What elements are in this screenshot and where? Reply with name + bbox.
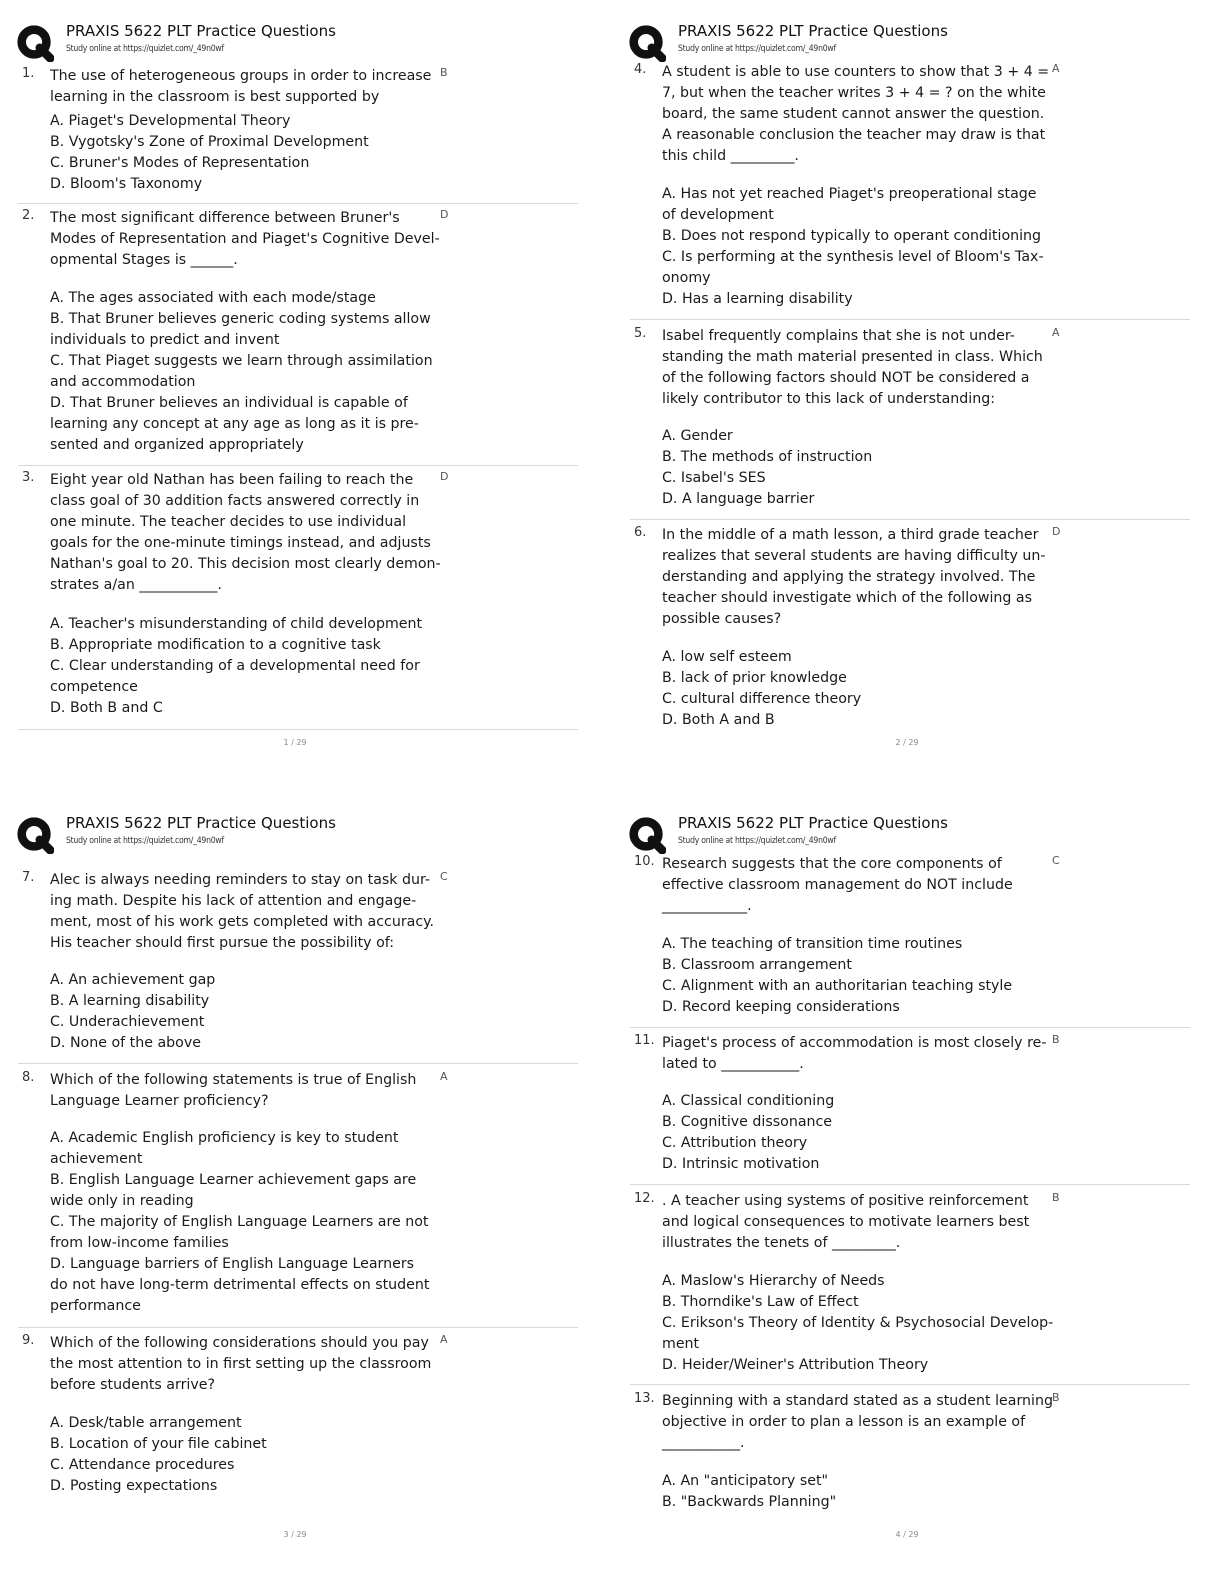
answer-options: A. Teacher's misunderstanding of child development B. Appropriate modification to a cognitive task C. Clear understanding of a developmental need for competence D. Both B and C (50, 616, 423, 716)
question-number: 9. (22, 1333, 35, 1348)
answer-options: A. Piaget's Developmental Theory B. Vygotsky's Zone of Proximal Development C. Bruner's Modes of Representation D. Bloom's Taxonomy (50, 113, 369, 192)
page-title: PRAXIS 5622 PLT Practice Questions (66, 814, 336, 832)
quizlet-logo-icon (628, 24, 666, 62)
question-number: 4. (634, 62, 647, 77)
study-online-link[interactable]: Study online at https://quizlet.com/_49n0wf (66, 44, 224, 54)
answer-options: A. The teaching of transition time routines B. Classroom arrangement C. Alignment with an authoritarian teaching style D. Record keeping considerations (662, 936, 1013, 1015)
question-text: Eight year old Nathan has been failing to reach the class goal of 30 addition facts answered correctly in one minute. The teacher decides to use individual goals for the one-minute timings instead, and adjusts Nathan's goal to 20. This decision most clearly demon- strates a/an ___________. (50, 472, 441, 593)
question-card (18, 470, 578, 730)
answer-key: A (440, 1070, 448, 1083)
page-number: 1 / 29 (283, 738, 307, 747)
answer-options: A. Desk/table arrangement B. Location of your file cabinet C. Attendance procedures D. Posting expectations (50, 1415, 267, 1494)
answer-options: A. An achievement gap B. A learning disability C. Underachievement D. None of the above (50, 972, 216, 1051)
page-number: 2 / 29 (895, 738, 919, 747)
question-card (630, 854, 1190, 1028)
question-text: Which of the following statements is true of English Language Learner proficiency? (50, 1072, 417, 1109)
question-number: 6. (634, 525, 647, 540)
question-card (18, 66, 578, 204)
question-number: 3. (22, 470, 35, 485)
answer-key: B (1052, 1391, 1060, 1404)
answer-options: A. Maslow's Hierarchy of Needs B. Thorndike's Law of Effect C. Erikson's Theory of Identity & Psychosocial Develop- ment D. Heider/Weiner's Attribution Theory (662, 1273, 1054, 1373)
question-number: 1. (22, 66, 35, 81)
answer-options: A. Gender B. The methods of instruction C. Isabel's SES D. A language barrier (662, 428, 873, 507)
question-card (630, 525, 1190, 735)
study-online-link[interactable]: Study online at https://quizlet.com/_49n0wf (66, 836, 224, 846)
answer-key: D (440, 208, 449, 221)
question-text: The most significant difference between Bruner's Modes of Representation and Piaget's Cognitive Devel- opmental Stages is ______. (50, 210, 440, 268)
question-number: 12. (634, 1191, 655, 1206)
quizlet-logo-icon (16, 24, 54, 62)
question-number: 11. (634, 1033, 655, 1048)
page-1 (0, 0, 612, 792)
answer-key: B (1052, 1033, 1060, 1046)
page-2 (612, 0, 1224, 792)
answer-key: A (440, 1333, 448, 1346)
page-4 (612, 792, 1224, 1584)
question-text: . A teacher using systems of positive reinforcement and logical consequences to motivate learners best illustrates the tenets of _________. (662, 1193, 1030, 1251)
answer-key: C (440, 870, 448, 883)
study-online-link[interactable]: Study online at https://quizlet.com/_49n0wf (678, 836, 836, 846)
question-number: 2. (22, 208, 35, 223)
answer-options: A. Academic English proficiency is key to student achievement B. English Language Learner achievement gaps are wide only in reading C. The majority of English Language Learners are not from low-income families D. Language barriers of English Language Learners do not have long-term detrimental effects on student performance (50, 1130, 430, 1314)
page-header (628, 810, 1188, 856)
question-text: Research suggests that the core components of effective classroom management do NOT include ____________. (662, 856, 1013, 914)
answer-options: A. Has not yet reached Piaget's preoperational stage of development B. Does not respond typically to operant conditioning C. Is performing at the synthesis level of Bloom's Tax- onomy D. Has a learning disability (662, 186, 1044, 307)
answer-key: D (440, 470, 449, 483)
answer-key: A (1052, 326, 1060, 339)
quizlet-logo-icon (16, 816, 54, 854)
page-number: 4 / 29 (895, 1530, 919, 1539)
page-header (628, 18, 1188, 64)
page-title: PRAXIS 5622 PLT Practice Questions (678, 814, 948, 832)
answer-key: D (1052, 525, 1061, 538)
question-text: In the middle of a math lesson, a third grade teacher realizes that several students are having difficulty un- derstanding and applying the strategy involved. The teacher should investigate which of the following as possible causes? (662, 527, 1046, 627)
answer-options: A. An "anticipatory set" B. "Backwards Planning" (662, 1473, 837, 1510)
question-text: The use of heterogeneous groups in order to increase learning in the classroom is best supported by (50, 68, 432, 105)
question-card (630, 1033, 1190, 1185)
answer-options: A. low self esteem B. lack of prior knowledge C. cultural difference theory D. Both A and B (662, 649, 862, 728)
page-title: PRAXIS 5622 PLT Practice Questions (678, 22, 948, 40)
question-text: Beginning with a standard stated as a student learning objective in order to plan a lesson is an example of ___________. (662, 1393, 1053, 1451)
question-number: 5. (634, 326, 647, 341)
page-3 (0, 792, 612, 1584)
question-text: A student is able to use counters to show that 3 + 4 = 7, but when the teacher writes 3 + 4 = ? on the white board, the same student cannot answer the question. A reasonable conclusion the teacher may draw is that this child _________. (662, 64, 1050, 164)
page-header (16, 810, 576, 856)
quizlet-logo-icon (628, 816, 666, 854)
question-number: 7. (22, 870, 35, 885)
question-number: 13. (634, 1391, 655, 1406)
question-text: Which of the following considerations should you pay the most attention to in first setting up the classroom before students arrive? (50, 1335, 432, 1393)
answer-key: C (1052, 854, 1060, 867)
answer-options: A. The ages associated with each mode/stage B. That Bruner believes generic coding systems allow individuals to predict and invent C. That Piaget suggests we learn through assimilation and accommodation D. That Bruner believes an individual is capable of learning any concept at any age as long as it is pre- sented and organized appropriately (50, 290, 433, 453)
question-number: 10. (634, 854, 655, 869)
page-title: PRAXIS 5622 PLT Practice Questions (66, 22, 336, 40)
answer-key: B (440, 66, 448, 79)
answer-options: A. Classical conditioning B. Cognitive dissonance C. Attribution theory D. Intrinsic motivation (662, 1093, 835, 1172)
answer-key: A (1052, 62, 1060, 75)
question-card (18, 1333, 578, 1503)
study-online-link[interactable]: Study online at https://quizlet.com/_49n0wf (678, 44, 836, 54)
page-number: 3 / 29 (283, 1530, 307, 1539)
question-text: Piaget's process of accommodation is most closely re- lated to ___________. (662, 1035, 1047, 1072)
question-card (18, 1070, 578, 1328)
page-header (16, 18, 576, 64)
question-card (630, 62, 1190, 320)
question-card (630, 1191, 1190, 1385)
question-card (630, 326, 1190, 520)
question-text: Isabel frequently complains that she is not under- standing the math material presented in class. Which of the following factors should NOT be considered a likely contributor to this lack of understanding: (662, 328, 1043, 407)
question-card (18, 208, 578, 466)
question-card (18, 870, 578, 1064)
answer-key: B (1052, 1191, 1060, 1204)
question-text: Alec is always needing reminders to stay on task dur- ing math. Despite his lack of attention and engage- ment, most of his work gets completed with accuracy. His teacher should first pursue the possibility of: (50, 872, 435, 951)
question-number: 8. (22, 1070, 35, 1085)
question-card (630, 1391, 1190, 1516)
